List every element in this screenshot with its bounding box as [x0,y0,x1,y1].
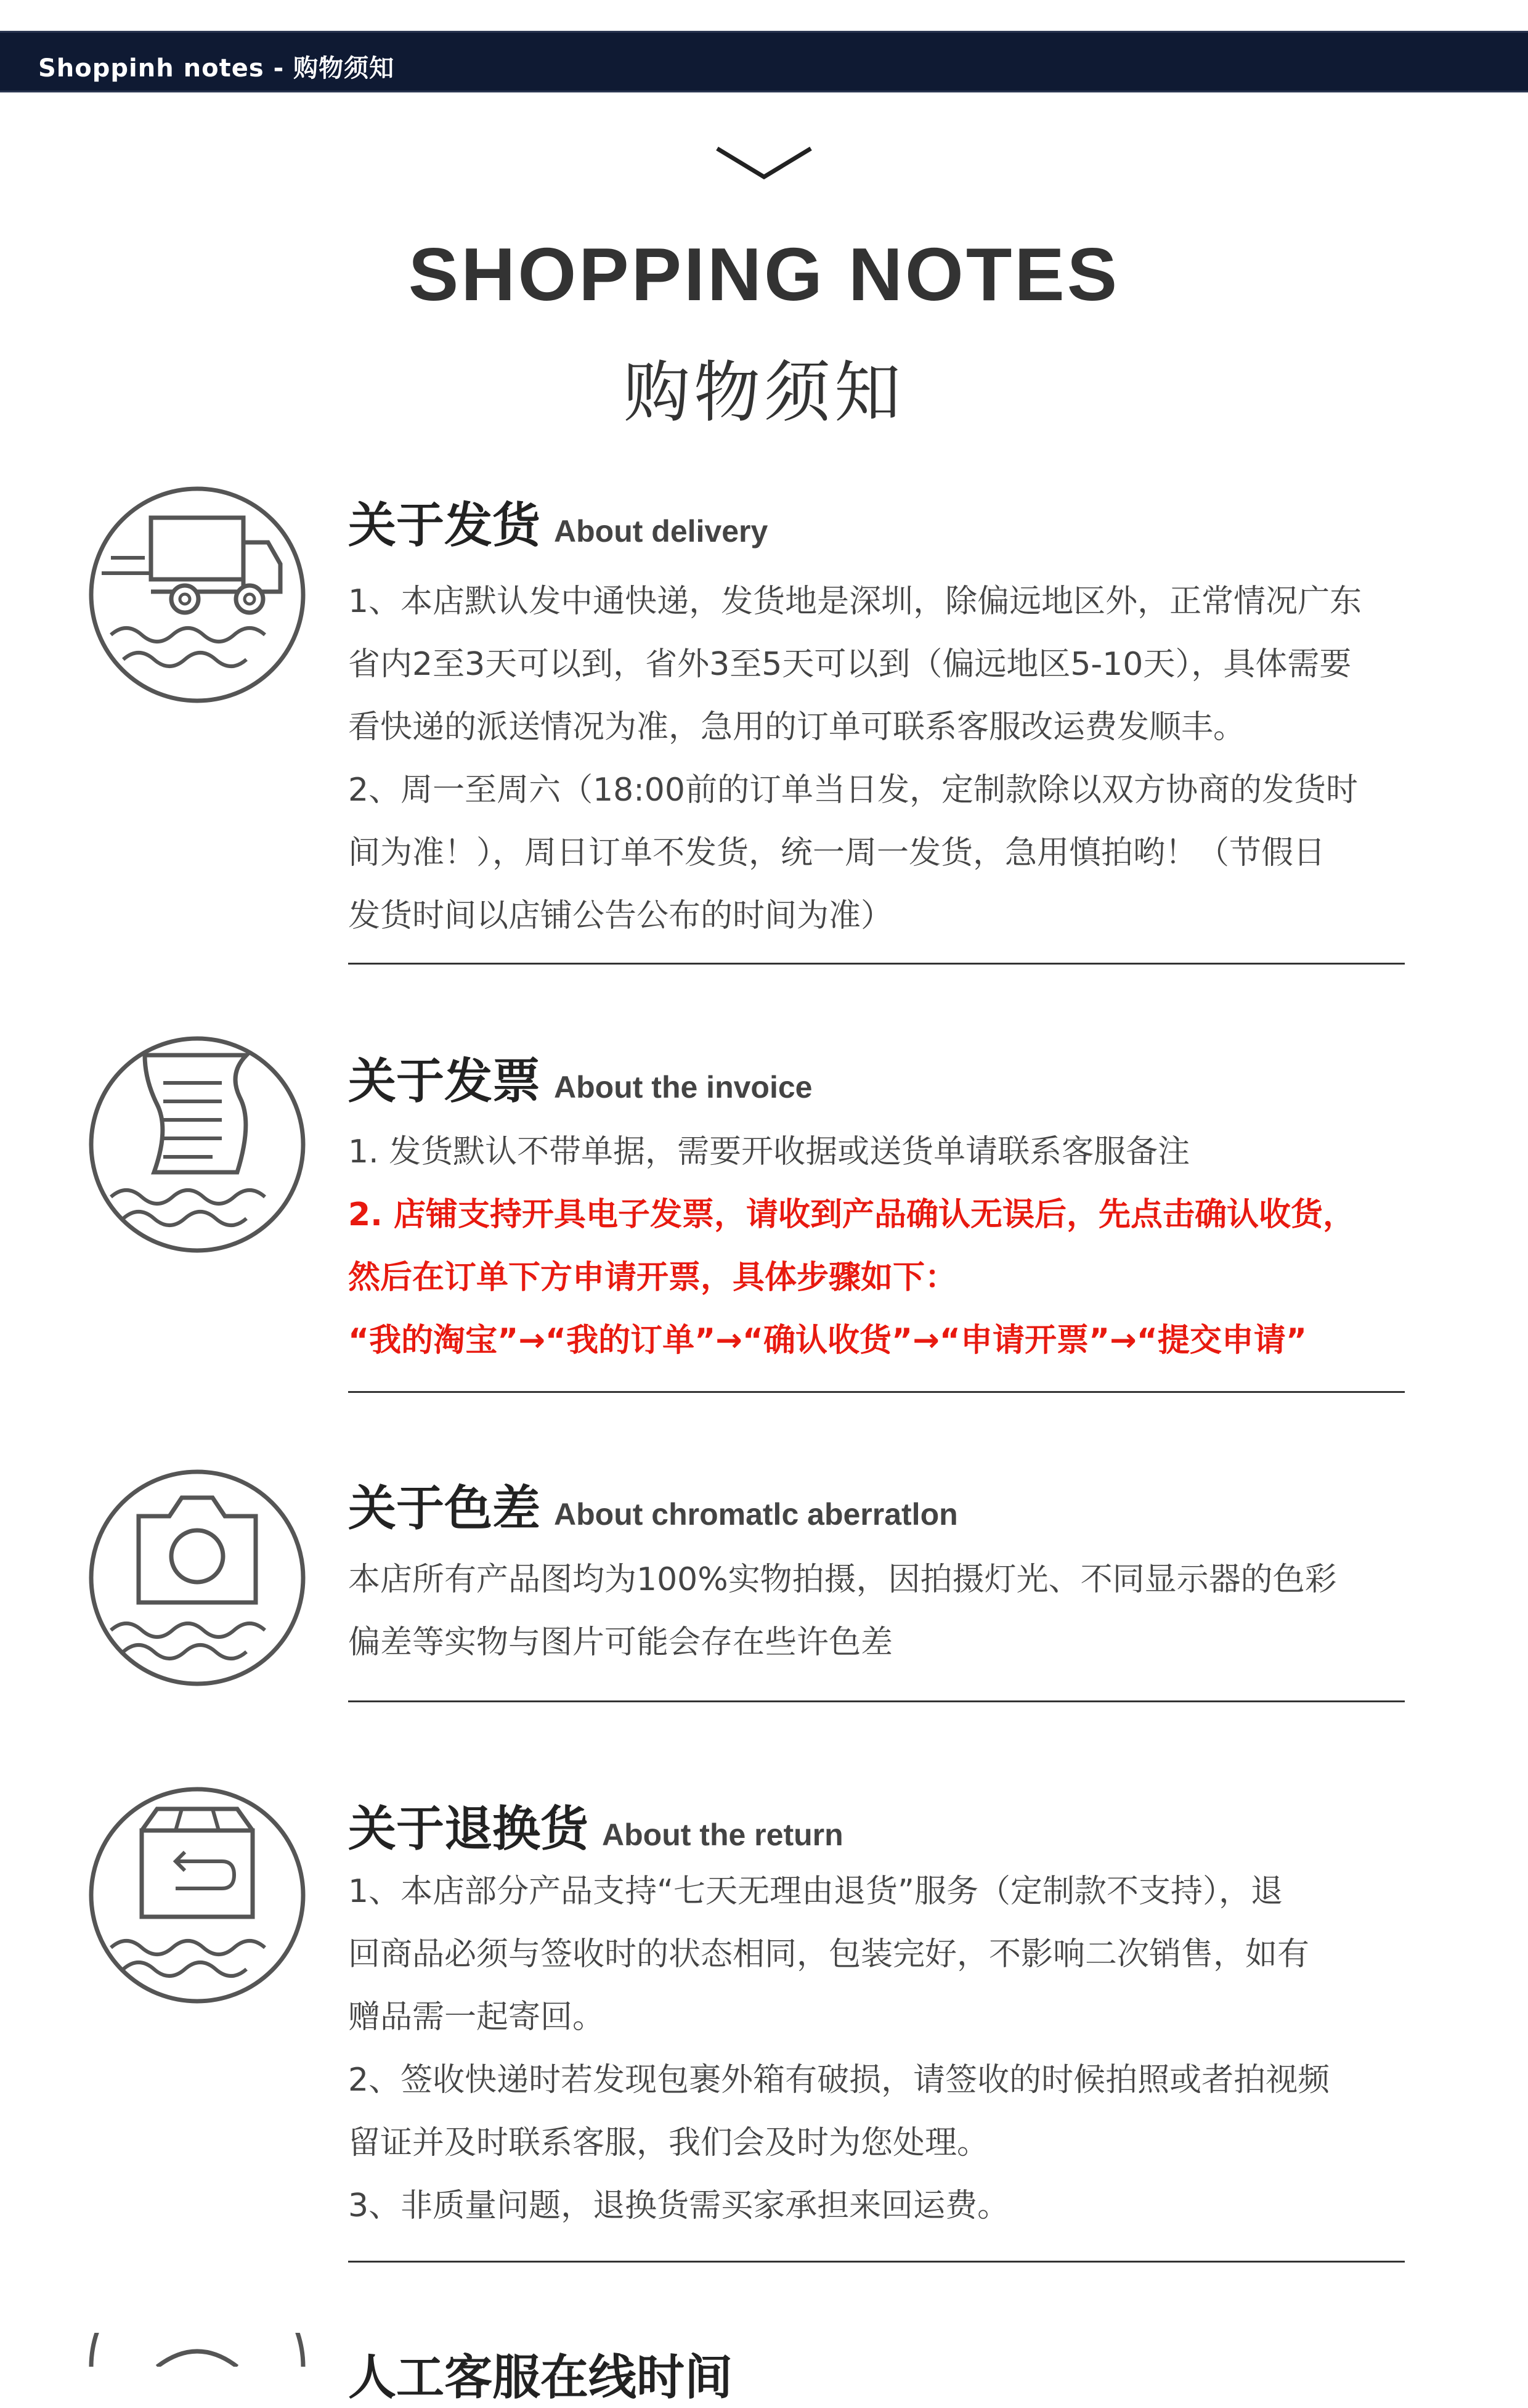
section-divider [348,1700,1405,1702]
section-title: 关于发货 [348,498,541,553]
paragraph-line: 回商品必须与签收时的状态相同，包装完好，不影响二次销售，如有 [348,1936,1310,1973]
truck-icon [83,481,311,709]
page-title-cn: 购物须知 [623,354,904,431]
return-box-icon [83,1781,311,2009]
page-title-en: SHOPPING NOTES [408,232,1120,316]
section-title-en: About chromatlc aberratlon [554,1497,958,1532]
header-bar [0,31,1528,92]
camera-icon [83,1464,311,1692]
paragraph-line: 1. 发货默认不带单据，需要开收据或送货单请联系客服备注 [348,1133,1190,1170]
paragraph-line: 看快递的派送情况为准，急用的订单可联系客服改运费发顺丰。 [348,709,1246,746]
header-bar-text: Shoppinh notes - 购物须知 [38,54,395,83]
highlight-line: 然后在订单下方申请开票，具体步骤如下： [348,1259,957,1296]
service-icon [83,2333,311,2367]
paragraph-line: 3、非质量问题，退换货需买家承担来回运费。 [348,2187,1010,2224]
section-title-en: About the return [602,1818,843,1852]
section-title: 人工客服在线时间 [348,2350,733,2406]
paragraph-line: 2、周一至周六（18:00前的订单当日发，定制款除以双方协商的发货时 [348,772,1358,809]
highlight-line: 2. 店铺支持开具电子发票，请收到产品确认无误后，先点击确认收货， [348,1196,1355,1233]
section-title: 关于退换货 [348,1802,589,1857]
paragraph-line: 2、签收快递时若发现包裹外箱有破损，请签收的时候拍照或者拍视频 [348,2062,1330,2099]
paragraph-line: 留证并及时联系客服，我们会及时为您处理。 [348,2124,990,2161]
paragraph-line: 1、本店默认发中通快递，发货地是深圳，除偏远地区外，正常情况广东 [348,583,1362,620]
section-title: 关于发票 [348,1054,541,1109]
paragraph-line: 省内2至3天可以到，省外3至5天可以到（偏远地区5-10天），具体需要 [348,646,1352,683]
invoice-steps: “我的淘宝”→“我的订单”→“确认收货”→“申请开票”→“提交申请” [348,1322,1307,1359]
paragraph-line: 间为准！），周日订单不发货，统一周一发货，急用慎拍哟！（节假日 [348,835,1326,871]
section-divider [348,2261,1405,2263]
paragraph-line: 发货时间以店铺公告公布的时间为准） [348,897,893,934]
paragraph-line: 本店所有产品图均为100%实物拍摄，因拍摄灯光、不同显示器的色彩 [348,1561,1337,1598]
section-title-en: About delivery [554,514,768,549]
paragraph-line: 1、本店部分产品支持“七天无理由退货”服务（定制款不支持），退 [348,1873,1283,1910]
receipt-icon [83,1031,311,1259]
chevron-down-icon [715,145,813,182]
paragraph-line: 赠品需一起寄回。 [348,1999,605,2036]
section-title: 关于色差 [348,1481,541,1537]
section-title-en: About the invoice [554,1070,813,1104]
section-divider [348,1391,1405,1393]
section-divider [348,963,1405,965]
paragraph-line: 偏差等实物与图片可能会存在些许色差 [348,1624,893,1661]
